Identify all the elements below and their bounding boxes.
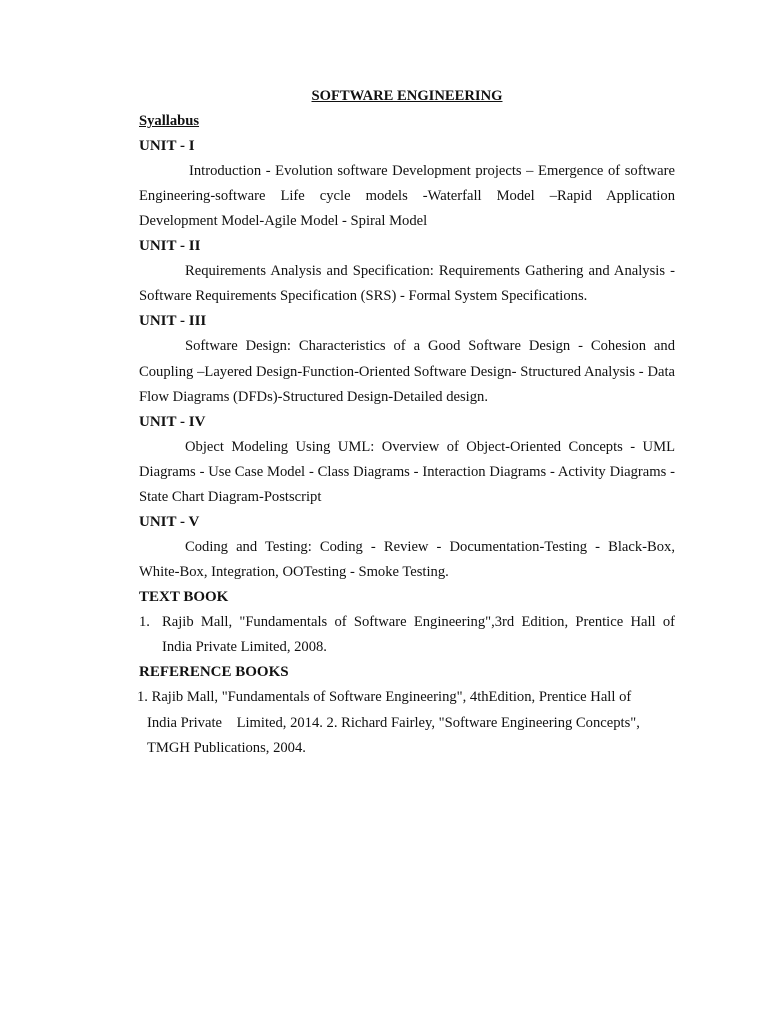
unit-heading: UNIT - I: [139, 138, 195, 154]
unit-section-4: [139, 410, 675, 510]
list-item: [139, 610, 675, 660]
page-title: SOFTWARE ENGINEERING: [311, 88, 503, 104]
unit-heading: UNIT - III: [139, 313, 207, 330]
reference-books-section: [139, 660, 675, 760]
text-book-list: [139, 610, 675, 660]
unit-heading: UNIT - IV: [139, 413, 206, 430]
text-book-section: [139, 585, 675, 660]
unit-body: Requirements Analysis and Specification: Requirements Gathering and Analysis -Software Requirements Specification (SRS) - Formal System Specifications.: [139, 263, 675, 305]
reference-books-heading: REFERENCE BOOKS: [139, 664, 289, 681]
unit-body: Object Modeling Using UML: Overview of Object-Oriented Concepts - UML Diagrams - Use Case Model - Class Diagrams - Interaction Diagrams - Activity Diagrams - State Chart Diagram-Postscript: [139, 438, 675, 505]
unit-section-2: [139, 234, 675, 309]
syllabus-label: Syallabus: [139, 113, 200, 129]
unit-body: Introduction - Evolution software Development projects – Emergence of software Engineering-software Life cycle models -Waterfall Model –Rapid Application Development Model-Agile Model - Spiral Model: [139, 163, 675, 230]
unit-section-5: [139, 510, 675, 585]
unit-heading: UNIT - II: [139, 238, 201, 255]
unit-body: Coding and Testing: Coding - Review - Documentation-Testing - Black-Box, White-Box, Integration, OOTesting - Smoke Testing.: [139, 539, 675, 581]
reference-line: 1. Rajib Mall, "Fundamentals of Software Engineering", 4thEdition, Prentice Hall of: [137, 689, 632, 706]
list-item-number: 1.: [139, 614, 150, 631]
unit-section-3: [139, 309, 675, 409]
syllabus-page: [139, 84, 675, 761]
list-item-text: Rajib Mall, "Fundamentals of Software Engineering",3rd Edition, Prentice Hall of India Private Limited, 2008.: [162, 614, 675, 656]
unit-section-1: [139, 134, 675, 234]
text-book-heading: TEXT BOOK: [139, 589, 229, 606]
unit-heading: UNIT - V: [139, 514, 200, 531]
reference-books-text: [137, 685, 675, 760]
reference-line: TMGH Publications, 2004.: [147, 739, 306, 756]
unit-body: Software Design: Characteristics of a Good Software Design - Cohesion and Coupling –Layered Design-Function-Oriented Software Design- Structured Analysis - Data Flow Diagrams (DFDs)-Structured Design-Detailed design.: [139, 338, 675, 405]
reference-line: India Private Limited, 2014. 2. Richard Fairley, "Software Engineering Concepts",: [147, 714, 640, 731]
